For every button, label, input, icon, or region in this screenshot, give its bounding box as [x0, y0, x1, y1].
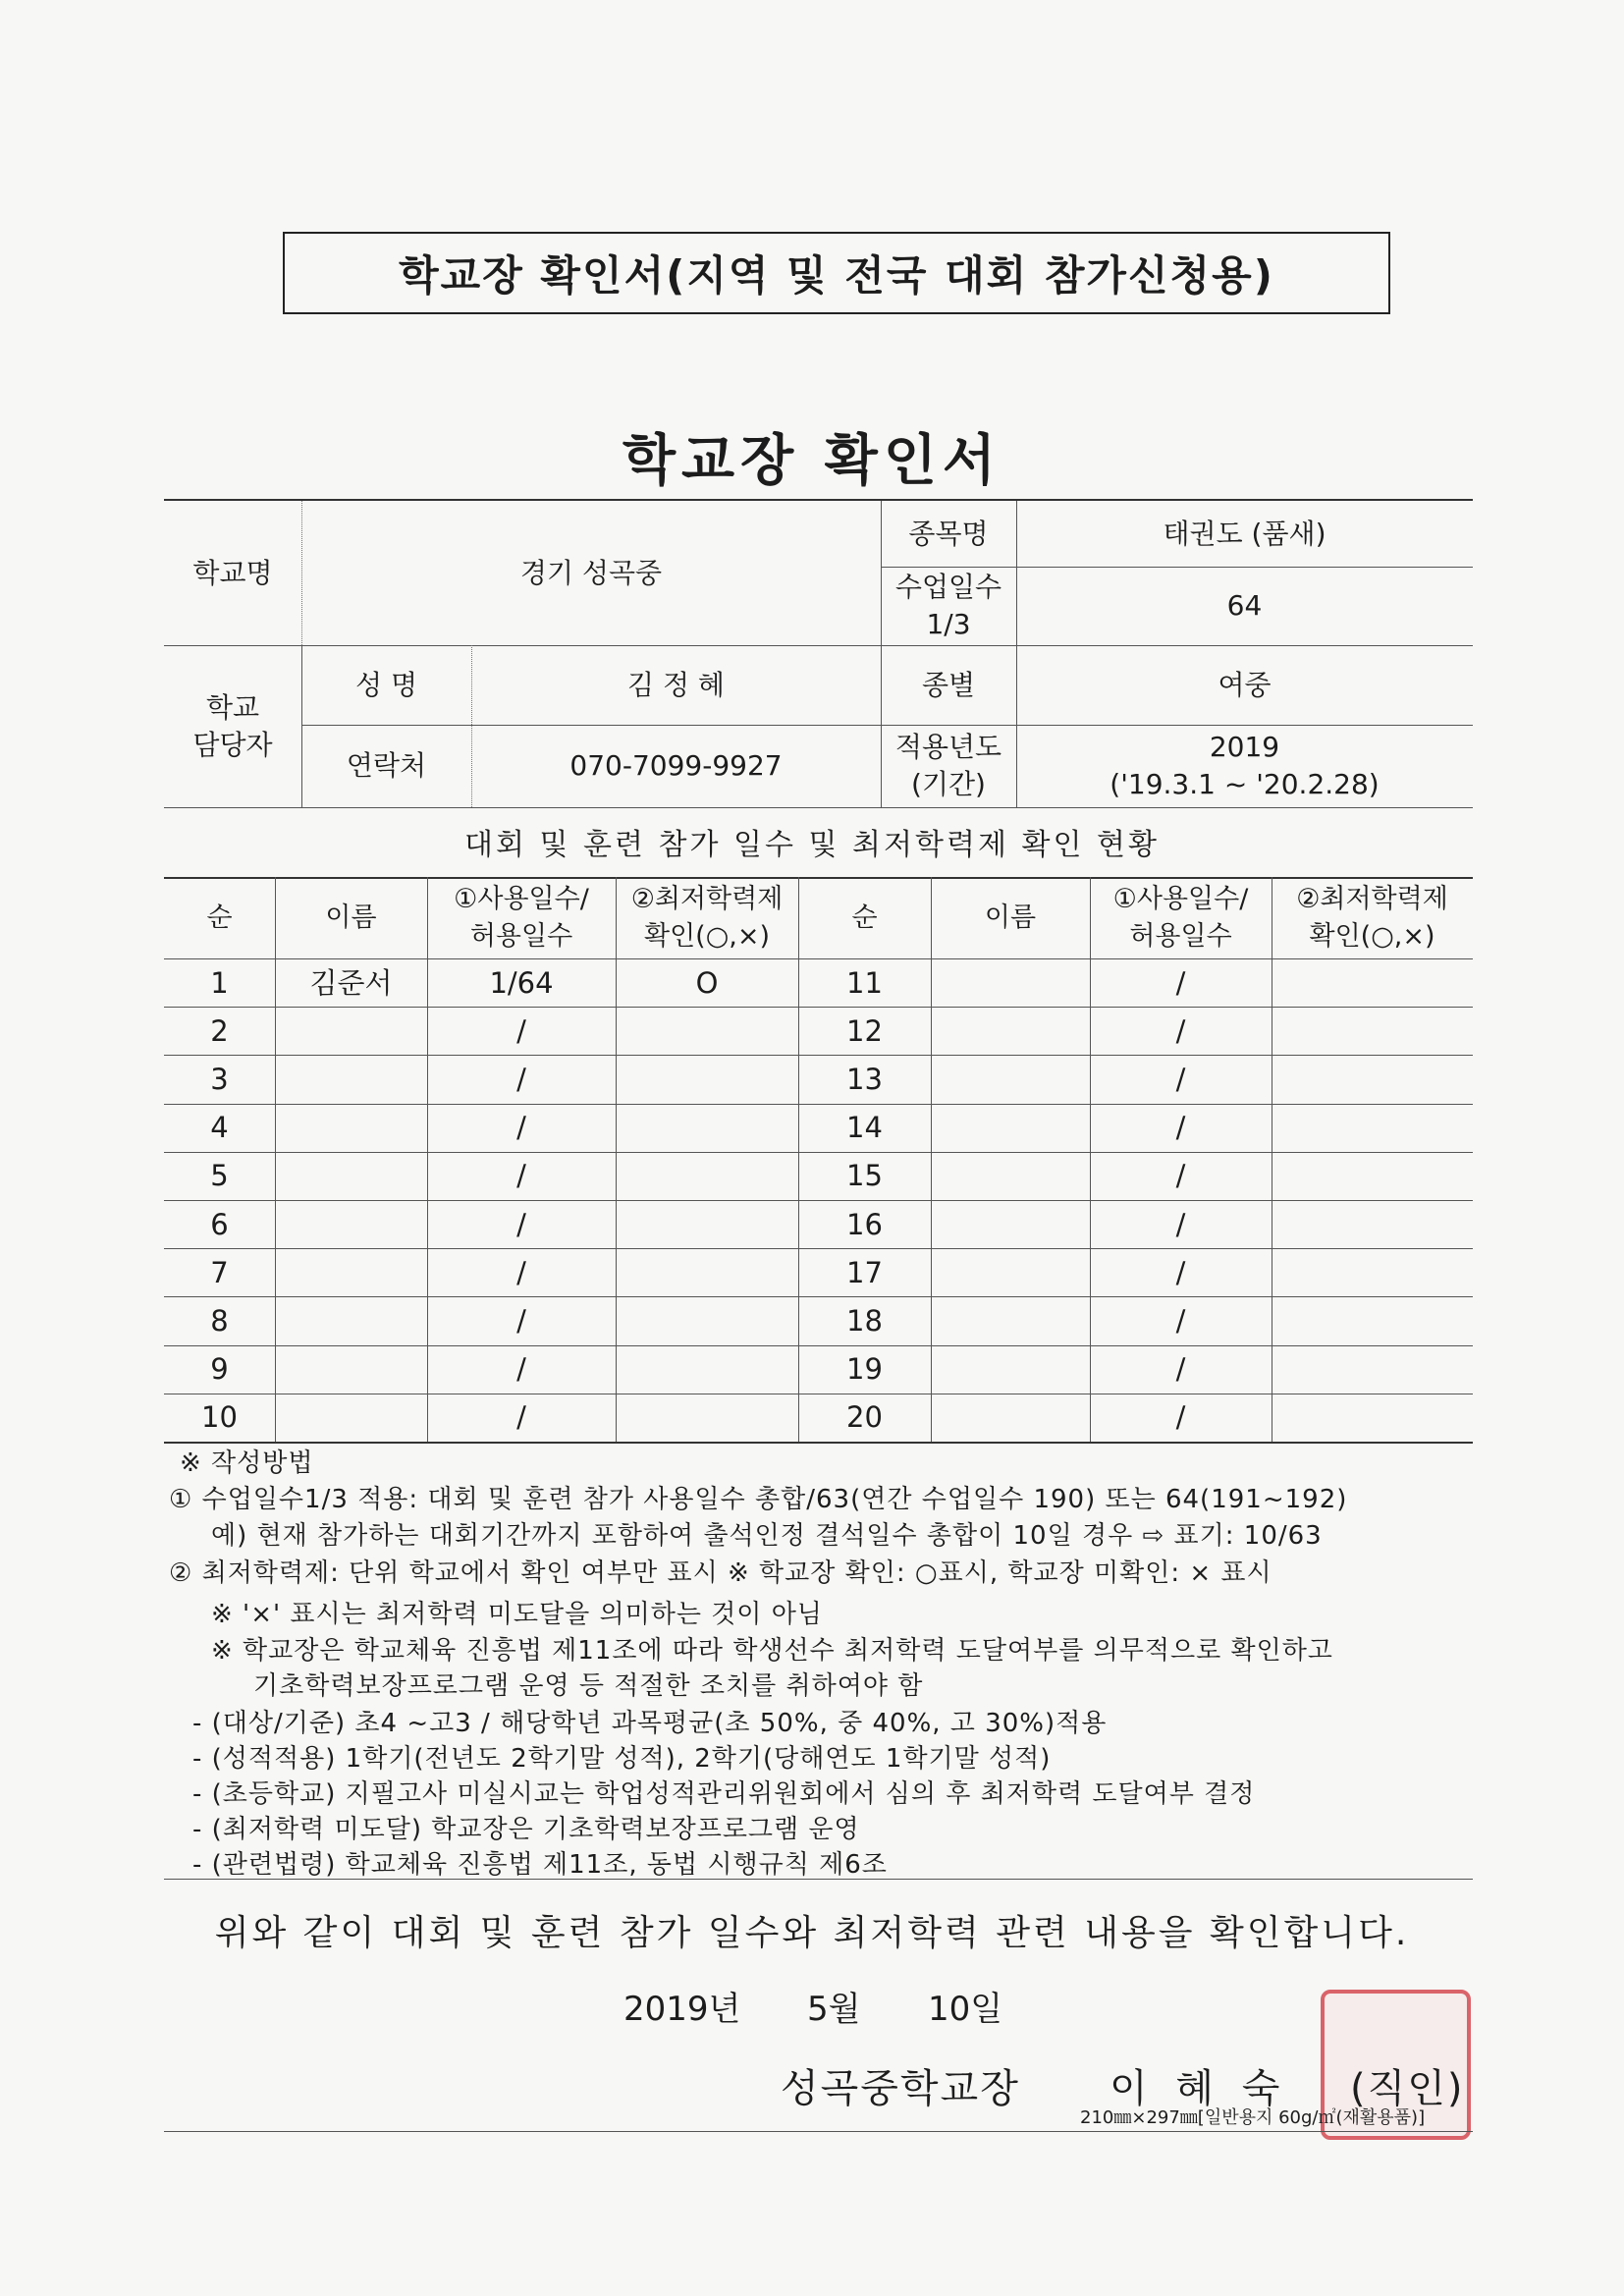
table-header-cell: 이름 — [325, 902, 377, 933]
table-cell — [616, 1007, 798, 1055]
table-cell — [616, 1104, 798, 1152]
table-cell: / — [516, 1062, 526, 1096]
table-cell: 5 — [210, 1159, 229, 1193]
section-title: 대회 및 훈련 참가 일수 및 최저학력제 확인 현황 — [464, 828, 1160, 862]
info-bottom-border — [164, 807, 1473, 808]
gender-label: 종별 — [921, 668, 976, 701]
note-line: - (대상/기준) 초4 ~고3 / 해당학년 과목평균(초 50%, 중 40%, 고 30%)적용 — [192, 1709, 1108, 1738]
table-cell — [931, 1345, 1090, 1394]
table-cell — [616, 1394, 798, 1442]
table-cell: / — [1175, 1255, 1186, 1289]
gender-value: 여중 — [1218, 668, 1272, 701]
table-cell — [1272, 1152, 1473, 1200]
table-cell: 4 — [210, 1111, 229, 1145]
table-cell — [931, 1200, 1090, 1248]
table-cell: / — [516, 1400, 526, 1435]
table-cell — [931, 1055, 1090, 1103]
confirm-statement: 위와 같이 대회 및 훈련 참가 일수와 최저학력 관련 내용을 확인합니다. — [214, 1913, 1410, 1953]
table-cell: 3 — [210, 1062, 229, 1096]
table-header-cell: 이름 — [984, 902, 1037, 933]
date-year: 2019년 — [623, 1990, 741, 2029]
sport-label: 종목명 — [908, 517, 989, 550]
table-cell: / — [1175, 1207, 1186, 1241]
table-cell — [275, 1345, 427, 1394]
contact-value: 070-7099-9927 — [569, 749, 783, 782]
page-title: 학교장 확인서 — [622, 429, 1002, 493]
table-cell: 2 — [210, 1013, 229, 1048]
table-cell — [616, 1296, 798, 1344]
table-cell: 18 — [846, 1303, 883, 1338]
days-value: 64 — [1226, 589, 1263, 622]
table-cell: 16 — [846, 1207, 883, 1241]
table-cell: 9 — [210, 1352, 229, 1387]
note-line: - (최저학력 미도달) 학교장은 기초학력보장프로그램 운영 — [192, 1815, 860, 1844]
note-line: ※ 학교장은 학교체육 진흥법 제11조에 따라 학생선수 최저학력 도달여부를 의무적으로 확인하고 — [211, 1636, 1333, 1666]
table-cell — [616, 1152, 798, 1200]
table-cell — [275, 1104, 427, 1152]
note-line: - (초등학교) 지필고사 미실시교는 학업성적관리위원회에서 심의 후 최저학력 도달여부 결정 — [192, 1779, 1256, 1809]
table-cell: 17 — [846, 1255, 883, 1289]
sport-value: 태권도 (품새) — [1163, 517, 1326, 550]
table-cell — [931, 1248, 1090, 1296]
signature-school: 성곡중학교장 — [781, 2066, 1020, 2111]
table-cell: / — [516, 1013, 526, 1048]
date-day: 10일 — [928, 1990, 1003, 2029]
note-line: 기초학력보장프로그램 운영 등 적절한 조치를 취하여야 함 — [253, 1671, 924, 1701]
table-cell — [1272, 1200, 1473, 1248]
note-line: ※ '×' 표시는 최저학력 미도달을 의미하는 것이 아님 — [211, 1600, 823, 1629]
table-cell — [931, 1152, 1090, 1200]
table-cell: / — [516, 1111, 526, 1145]
form-type-title: 학교장 확인서(지역 및 전국 대회 참가신청용) — [283, 232, 1390, 314]
table-cell — [616, 1345, 798, 1394]
table-cell — [1272, 1055, 1473, 1103]
table-cell: O — [695, 965, 719, 1000]
table-cell: / — [1175, 1013, 1186, 1048]
table-cell: 7 — [210, 1255, 229, 1289]
table-cell: 14 — [846, 1111, 883, 1145]
manager-label: 학교 담당자 — [192, 690, 273, 761]
note-line: - (성적적용) 1학기(전년도 2학기말 성적), 2학기(당해연도 1학기말 성적) — [192, 1744, 1052, 1774]
table-cell — [1272, 958, 1473, 1007]
note-line: ※ 작성방법 — [180, 1449, 314, 1478]
table-cell — [616, 1200, 798, 1248]
table-header-cell: ①사용일수/ 허용일수 — [454, 883, 589, 952]
table-header-cell: 순 — [851, 902, 878, 933]
footer-line — [164, 2131, 1473, 2132]
table-cell — [931, 1394, 1090, 1442]
table-cell: / — [1175, 1159, 1186, 1193]
table-cell — [275, 1200, 427, 1248]
table-cell: 8 — [210, 1303, 229, 1338]
table-cell: 6 — [210, 1207, 229, 1241]
table-cell — [931, 1007, 1090, 1055]
table-cell: 15 — [846, 1159, 883, 1193]
table-cell: 13 — [846, 1062, 883, 1096]
table-cell: / — [516, 1352, 526, 1387]
table-cell: 1 — [210, 965, 229, 1000]
table-cell: / — [1175, 965, 1186, 1000]
table-cell: / — [1175, 1062, 1186, 1096]
table-cell — [1272, 1007, 1473, 1055]
seal-label: (직인) — [1350, 2066, 1465, 2111]
table-cell: / — [1175, 1400, 1186, 1435]
table-cell: 20 — [846, 1400, 883, 1435]
note-line: ② 최저학력제: 단위 학교에서 확인 여부만 표시 ※ 학교장 확인: ○표시, 학교장 미확인: × 표시 — [169, 1558, 1272, 1588]
table-row-border — [164, 1442, 1473, 1444]
table-cell — [275, 1296, 427, 1344]
name-label: 성 명 — [355, 668, 417, 701]
table-cell — [1272, 1296, 1473, 1344]
table-cell — [275, 1007, 427, 1055]
table-cell: / — [516, 1303, 526, 1338]
table-cell: / — [516, 1255, 526, 1289]
table-cell — [1272, 1104, 1473, 1152]
table-cell — [275, 1055, 427, 1103]
table-cell: / — [1175, 1303, 1186, 1338]
table-cell: 1/64 — [489, 965, 554, 1000]
table-cell — [275, 1248, 427, 1296]
table-cell — [1272, 1394, 1473, 1442]
note-line: - (관련법령) 학교체육 진흥법 제11조, 동법 시행규칙 제6조 — [192, 1850, 888, 1880]
table-cell: 19 — [846, 1352, 883, 1387]
notes-divider — [164, 1879, 1473, 1880]
school-value: 경기 성곡중 — [519, 556, 663, 589]
table-cell: 10 — [201, 1400, 238, 1435]
table-cell: / — [1175, 1352, 1186, 1387]
table-cell: 12 — [846, 1013, 883, 1048]
table-cell: / — [516, 1207, 526, 1241]
table-header-cell: 순 — [206, 902, 233, 933]
table-cell: / — [1175, 1111, 1186, 1145]
table-cell — [931, 1296, 1090, 1344]
table-header-cell: ②최저학력제 확인(○,×) — [1296, 883, 1448, 952]
table-cell: 김준서 — [309, 965, 393, 1000]
days-label: 수업일수 1/3 — [894, 571, 1002, 640]
note-line: 예) 현재 참가하는 대회기간까지 포함하여 출석인정 결석일수 총합이 10일 경우 ⇨ 표기: 10/63 — [211, 1521, 1323, 1551]
note-line: ① 수업일수1/3 적용: 대회 및 훈련 참가 사용일수 총합/63(연간 수업일수 190) 또는 64(191~192) — [169, 1485, 1348, 1514]
paper-spec: 210㎜×297㎜[일반용지 60g/㎡(재활용품)] — [1080, 2107, 1426, 2128]
table-cell — [616, 1248, 798, 1296]
table-cell: / — [516, 1159, 526, 1193]
table-cell — [931, 958, 1090, 1007]
signature-name: 이 혜 숙 — [1110, 2066, 1288, 2111]
table-cell — [931, 1104, 1090, 1152]
school-label: 학교명 — [192, 556, 273, 589]
table-cell — [275, 1152, 427, 1200]
table-header-cell: ②최저학력제 확인(○,×) — [630, 883, 784, 952]
table-cell — [275, 1394, 427, 1442]
table-cell — [1272, 1345, 1473, 1394]
table-cell: 11 — [846, 965, 883, 1000]
table-cell — [1272, 1248, 1473, 1296]
contact-label: 연락처 — [346, 749, 427, 782]
year-value: 2019 ('19.3.1 ~ '20.2.28) — [1110, 731, 1380, 800]
name-value: 김 정 혜 — [627, 668, 725, 701]
table-cell — [616, 1055, 798, 1103]
year-label: 적용년도 (기간) — [894, 731, 1002, 800]
table-header-cell: ①사용일수/ 허용일수 — [1112, 883, 1249, 952]
date-month: 5월 — [807, 1990, 861, 2029]
